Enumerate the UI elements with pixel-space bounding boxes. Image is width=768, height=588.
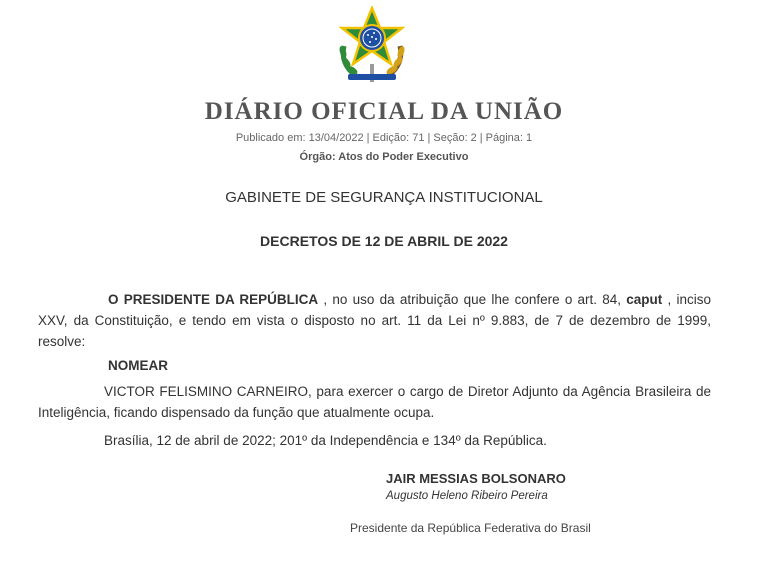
organization-heading: GABINETE DE SEGURANÇA INSTITUCIONAL: [225, 189, 543, 206]
paragraph-appointment: [38, 381, 711, 423]
appointment-text: VICTOR FELISMINO CARNEIRO, para exercer o cargo de Diretor Adjunto da Agência Brasileira de Inteligência, ficando dispensado da função que atualmente ocupa.: [38, 384, 711, 420]
paragraph-preamble: [38, 289, 711, 352]
preamble-text-2: , inciso XXV, da Constituição, e tendo em vista o disposto no art. 11 da Lei nº 9.883, de 7 de dezembro de 1999, resolve:: [38, 292, 711, 349]
edition-number: Edição: 71: [372, 132, 425, 144]
orgao-label: Órgão: Atos do Poder Executivo: [299, 151, 469, 163]
preamble-subject: O PRESIDENTE DA REPÚBLICA: [108, 292, 319, 307]
decree-title: DECRETOS DE 12 DE ABRIL DE 2022: [260, 233, 508, 249]
preamble-text-1: , no uso da atribuição que lhe confere o art. 84,: [318, 292, 627, 307]
page-number: Página: 1: [485, 132, 533, 144]
preamble-caput: caput: [626, 292, 663, 307]
signature-name: JAIR MESSIAS BOLSONARO: [386, 471, 566, 486]
masthead-title: DIÁRIO OFICIAL DA UNIÃO: [204, 98, 564, 125]
cosignature-name: Augusto Heleno Ribeiro Pereira: [386, 490, 548, 502]
paragraph-date-place: Brasília, 12 de abril de 2022; 201º da Independência e 134º da República.: [104, 433, 547, 448]
section-number: Seção: 2: [433, 132, 477, 144]
publication-date: Publicado em: 13/04/2022: [235, 132, 364, 144]
publication-meta: Publicado em: 13/04/2022 | Edição: 71 | Seção: 2 | Página: 1: [235, 132, 533, 144]
footer-caption: Presidente da República Federativa do Brasil: [350, 521, 591, 535]
brazil-coat-of-arms-icon: [334, 6, 410, 86]
action-heading: NOMEAR: [108, 358, 168, 373]
